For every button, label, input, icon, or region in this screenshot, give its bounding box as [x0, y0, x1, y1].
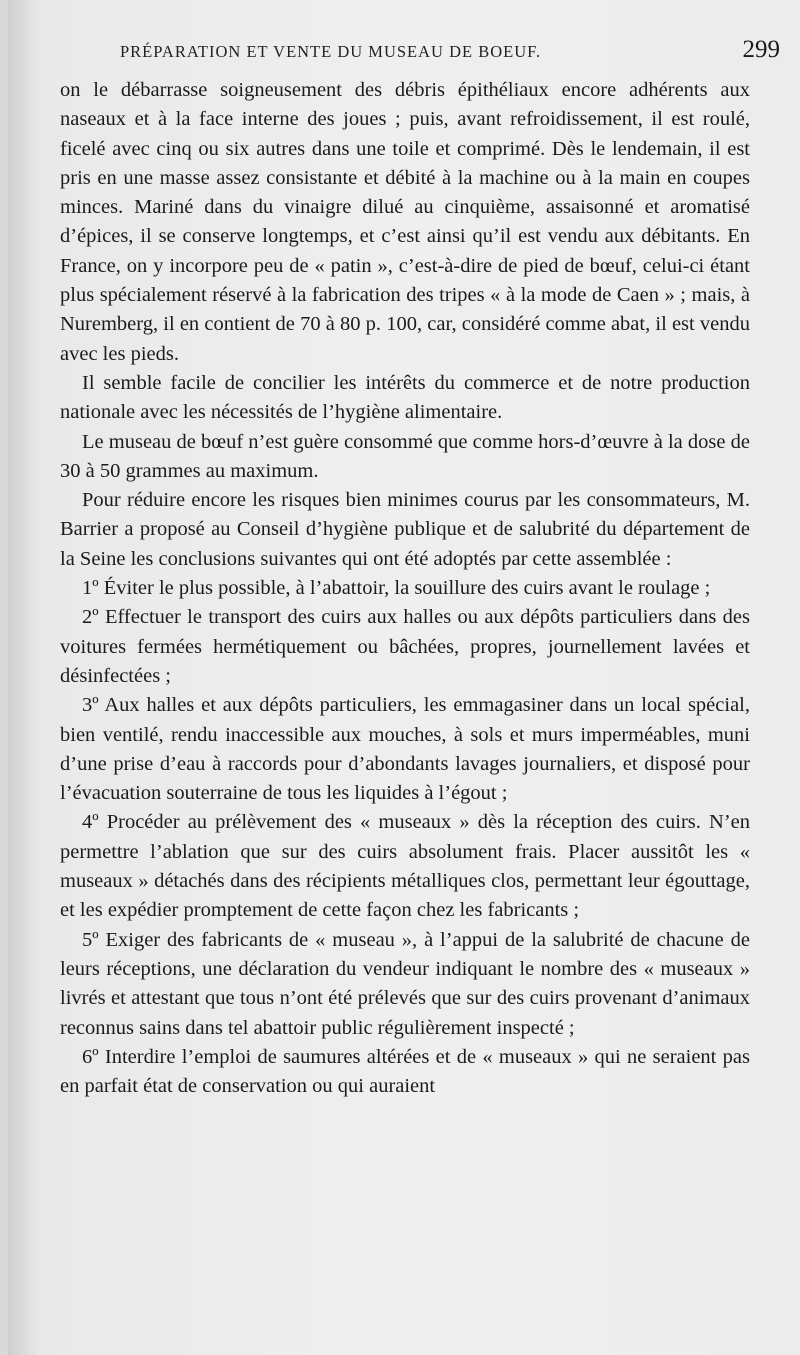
conclusion-item-4: 4º Procéder au prélèvement des « museaux » dès la réception des cuirs. N’en permettre l’ablation que sur des cuirs absolument frais. Placer aussitôt les « museaux » détachés dans des récipients métalliques clos, permettant leur égouttage, et les expédier promptement de cette façon chez les fabricants ;	[60, 811, 750, 922]
conclusion-item-6: 6º Interdire l’emploi de saumures altérées et de « museaux » qui ne seraient pas en parfait état de conservation ou qui auraient	[60, 1045, 750, 1098]
book-page	[8, 0, 800, 1355]
paragraph-barrier-proposal: Pour réduire encore les risques bien minimes courus par les consommateurs, M. Barrier a proposé au Conseil d’hygiène publique et de salubrité du département de la Seine les conclusions suivantes qui ont été adoptés par cette assemblée :	[60, 489, 750, 570]
conclusion-item-2: 2º Effectuer le transport des cuirs aux halles ou aux dépôts particuliers dans des voitures fermées hermétiquement ou bâchées, propres, journellement lavées et désinfectées ;	[60, 606, 750, 687]
page-number: 299	[742, 36, 780, 63]
paragraph-hygiene: Il semble facile de concilier les intérêts du commerce et de notre production nationale avec les nécessités de l’hygiène alimentaire.	[60, 371, 750, 424]
paragraph-continuation: on le débarrasse soigneusement des débris épithéliaux encore adhérents aux naseaux et à la face interne des joues ; puis, avant refroidissement, il est roulé, ficelé avec cinq ou six autres dans une toile et comprimé. Dès le lendemain, il est pris en une masse assez consistante et débité à la machine ou à la main en coupes minces. Mariné dans du vinaigre dilué au cinquième, assaisonné et aromatisé d’épices, il se conserve longtemps, et c’est ainsi qu’il est vendu aux débitants. En France, on y incorpore peu de « patin », c’est-à-dire de pied de bœuf, celui-ci étant plus spécialement réservé à la fabrication des tripes « à la mode de Caen » ; mais, à Nuremberg, il en contient de 70 à 80 p. 100, car, considéré comme abat, il est vendu avec les pieds.	[60, 79, 750, 365]
page-header	[120, 36, 780, 66]
paragraph-consumption: Le museau de bœuf n’est guère consommé que comme hors-d’œuvre à la dose de 30 à 50 grammes au maximum.	[60, 430, 750, 482]
running-title: PRÉPARATION ET VENTE DU MUSEAU DE BOEUF.	[120, 42, 542, 61]
conclusion-item-3: 3º Aux halles et aux dépôts particuliers, les emmagasiner dans un local spécial, bien ventilé, rendu inaccessible aux mouches, à sols et murs imperméables, muni d’une prise d’eau à raccords pour d’abondants lavages journaliers, et disposé pour l’évacuation souterraine de tous les liquides à l’égout ;	[60, 694, 750, 805]
conclusion-item-1: 1º Éviter le plus possible, à l’abattoir, la souillure des cuirs avant le roulage ;	[82, 577, 711, 600]
body-text	[60, 76, 750, 1101]
conclusion-item-5: 5º Exiger des fabricants de « museau », à l’appui de la salubrité de chacune de leurs réceptions, une déclaration du vendeur indiquant le nombre des « museaux » livrés et attestant que tous n’ont été prélevés que sur des cuirs provenant d’animaux reconnus sains dans tel abattoir public régulièrement inspecté ;	[60, 928, 750, 1039]
